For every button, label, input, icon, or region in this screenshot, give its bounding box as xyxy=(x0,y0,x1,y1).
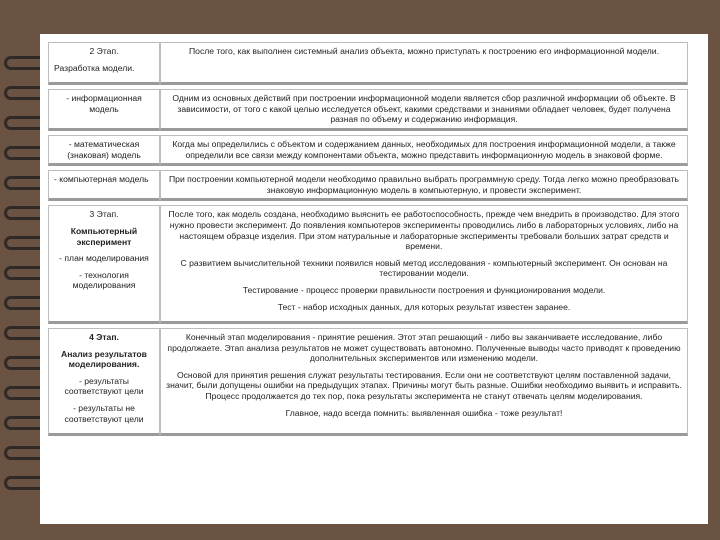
stage-cell xyxy=(48,89,160,131)
stage-cell xyxy=(48,135,160,166)
description-cell xyxy=(160,135,688,166)
description-text: Главное, надо всегда помнить: выявленная ошибка - тоже результат! xyxy=(285,407,563,418)
modeling-stages-table xyxy=(48,38,688,440)
binder-strip xyxy=(0,0,40,540)
binder-ring xyxy=(4,416,44,430)
description-text: Конечный этап моделирования - принятие решения. Этот этап решающий - либо вы заканчиваете исследование, либо продолжаете. Этап анализа результатов не может существовать автономно. Полученные выводы часто приводят к проведению дополнительных экспериментов или изменению модели. xyxy=(167,332,681,364)
stage-title: Разработка модели. xyxy=(54,62,135,73)
substage-label: - результаты не соответствуют цели xyxy=(64,403,144,424)
binder-ring xyxy=(4,296,44,310)
stage-cell xyxy=(48,170,160,201)
substage-label: - результаты соответствуют цели xyxy=(64,375,144,397)
description-cell xyxy=(160,42,688,85)
stage-cell xyxy=(48,205,160,324)
table-row xyxy=(48,135,688,166)
binder-ring xyxy=(4,356,44,370)
description-text: Когда мы определились с объектом и содержанием данных, необходимых для построения информационной модели, а также определили все связи между компонентами объекта, можно представить информационную модель в знаковой форме. xyxy=(172,138,676,160)
binder-ring xyxy=(4,206,44,220)
description-text: Тестирование - процесс проверки правильности построения и функционирования модели. xyxy=(242,284,606,295)
description-text: Основой для принятия решения служат результаты тестирования. Если они не соответствуют целям поставленной задачи, значит, были допущены ошибки на предыдущих этапах. Причины могут быть разные. Ошибки необходимо выявить и исправить. Процесс продолжается до тех пор, пока результаты эксперимента не станут отвечать целям моделирования. xyxy=(166,369,682,402)
stage-number: 2 Этап. xyxy=(89,46,119,56)
table-row xyxy=(48,89,688,131)
binder-ring xyxy=(4,266,44,280)
table-row xyxy=(48,205,688,324)
description-cell xyxy=(160,170,688,201)
stage-number: 4 Этап. xyxy=(89,332,119,343)
description-text: После того, как модель создана, необходимо выяснить ее работоспособность, прежде чем внедрить в производство. Для этого нужно провести эксперимент. До появления компьютеров эксперименты проводились либо в лабораторных условиях, либо на настоящем образце изделия. При этом натуральные и лабораторные эксперименты требовали больших затрат средств и времени. xyxy=(168,209,680,252)
model-type-label: - компьютерная модель xyxy=(54,174,149,185)
binder-ring xyxy=(4,86,44,100)
description-text: С развитием вычислительной техники появился новый метод исследования - компьютерный эксперимент. Он основан на тестировании модели. xyxy=(180,257,668,279)
binder-ring xyxy=(4,146,44,160)
binder-ring xyxy=(4,116,44,130)
description-text: Тест - набор исходных данных, для которых результат известен заранее. xyxy=(277,301,571,312)
stage-cell xyxy=(48,328,160,436)
stage-title: Анализ результатов моделирования. xyxy=(61,348,147,370)
stage-number: 3 Этап. xyxy=(89,209,119,220)
table-row xyxy=(48,170,688,201)
binder-ring xyxy=(4,326,44,340)
description-cell xyxy=(160,205,688,324)
table-row xyxy=(48,328,688,436)
model-type-label: - математическая (знаковая) модель xyxy=(67,138,141,160)
binder-ring xyxy=(4,56,44,70)
description-text: При построении компьютерной модели необходимо правильно выбрать программную среду. Тогда легко можно преобразовать знаковую информационную модель в компьютерную, и провести эксперимент. xyxy=(168,174,680,195)
table-row xyxy=(48,42,688,85)
description-cell xyxy=(160,89,688,131)
slide-sheet xyxy=(40,34,708,524)
description-cell xyxy=(160,328,688,436)
binder-ring xyxy=(4,446,44,460)
stage-cell xyxy=(48,42,160,85)
stage-title: Компьютерный эксперимент xyxy=(70,225,138,247)
binder-ring xyxy=(4,176,44,190)
binder-ring xyxy=(4,386,44,400)
binder-ring xyxy=(4,236,44,250)
binder-ring xyxy=(4,476,44,490)
substage-label: - план моделирования xyxy=(59,253,149,264)
substage-label: - технология моделирования xyxy=(72,269,136,291)
model-type-label: - информационная модель xyxy=(66,93,142,114)
description-text: После того, как выполнен системный анализ объекта, можно приступать к построению его информационной модели. xyxy=(189,46,659,56)
description-text: Одним из основных действий при построении информационной модели является сбор различной информации об объекте. В зависимости, от того с какой целью исследуется объект, какими средствами и знаниями обладает человек, будет получена разная по объему и содержанию информация. xyxy=(172,93,676,125)
